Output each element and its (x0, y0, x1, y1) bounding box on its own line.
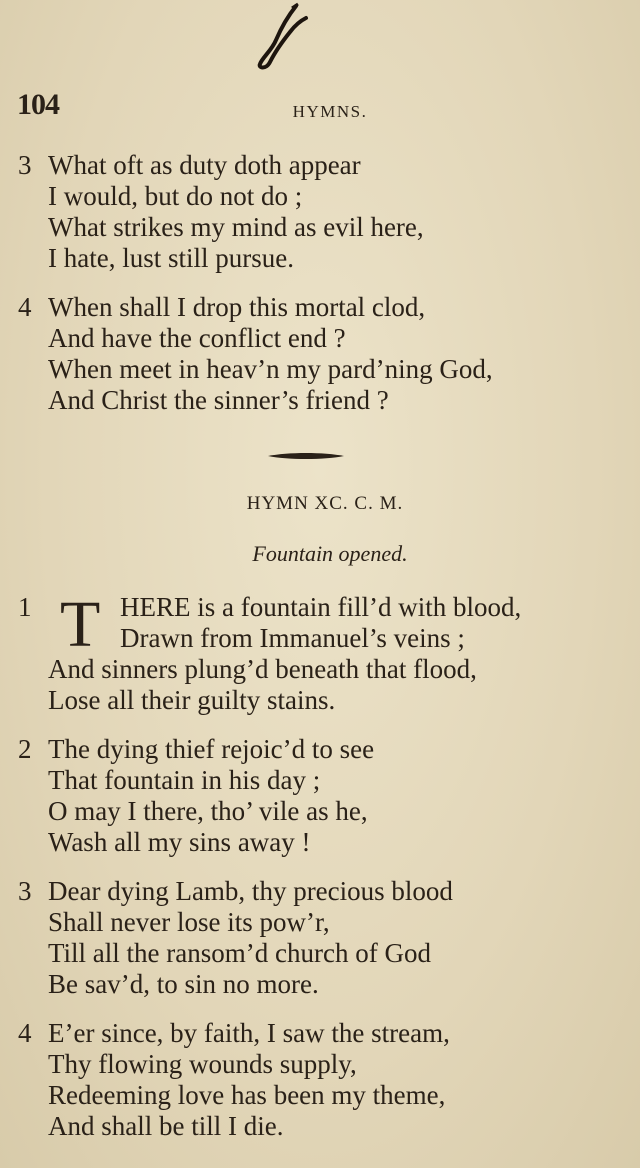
verse-line: And shall be till I die. (48, 1111, 284, 1141)
verse-line: 4 When shall I drop this mortal clod, (18, 292, 426, 322)
verse-line: 1 HERE is a fountain fill’d with blood, (18, 592, 522, 622)
verse-line: I would, but do not do ; (48, 181, 303, 211)
ink-flourish-mark (252, 2, 312, 72)
stanza (18, 876, 618, 1000)
hymn-subtitle: Fountain opened. (252, 541, 408, 566)
verse-line: Drawn from Immanuel’s veins ; (120, 623, 465, 653)
verse-line: 2 The dying thief rejoic’d to see (18, 734, 375, 764)
verse-line: And Christ the sinner’s friend ? (48, 385, 389, 415)
stanza-number: 4 (18, 292, 32, 322)
stanza-number: 1 (18, 592, 32, 622)
stanza (18, 1018, 618, 1142)
verse-line: 3 Dear dying Lamb, thy precious blood (18, 876, 453, 906)
section-divider-ornament (268, 450, 344, 462)
verse-line: I hate, lust still pursue. (48, 243, 294, 273)
stanza-number: 4 (18, 1018, 32, 1048)
page-number: 104 (17, 88, 59, 121)
hymn-title: HYMN XC. C. M. (246, 493, 404, 514)
verse-line: And have the conflict end ? (48, 323, 346, 353)
verse-line: Be sav’d, to sin no more. (48, 969, 319, 999)
drop-cap: T (60, 588, 101, 661)
verse-line: When meet in heav’n my pard’ning God, (48, 354, 493, 384)
verse-line: Lose all their guilty stains. (48, 685, 336, 715)
verse-line: Shall never lose its pow’r, (48, 907, 330, 937)
verse-line: 4 E’er since, by faith, I saw the stream, (18, 1018, 450, 1048)
running-head: HYMNS. (292, 102, 368, 121)
verse-line: O may I there, tho’ vile as he, (48, 796, 368, 826)
stanza-number: 3 (18, 150, 32, 180)
verse-line: What strikes my mind as evil here, (48, 212, 424, 242)
verse-line: Wash all my sins away ! (48, 827, 311, 857)
verse-line: That fountain in his day ; (48, 765, 321, 795)
stanza-number: 3 (18, 876, 32, 906)
stanza (18, 734, 618, 858)
verse-line: And sinners plung’d beneath that flood, (48, 654, 477, 684)
stanza (18, 150, 618, 274)
verse-line: Redeeming love has been my theme, (48, 1080, 446, 1110)
verse-line: 3 What oft as duty doth appear (18, 150, 361, 180)
stanza (18, 588, 618, 716)
verse-line: Till all the ransom’d church of God (48, 938, 431, 968)
stanza-number: 2 (18, 734, 32, 764)
stanza (18, 292, 618, 416)
verse-line: Thy flowing wounds supply, (48, 1049, 357, 1079)
